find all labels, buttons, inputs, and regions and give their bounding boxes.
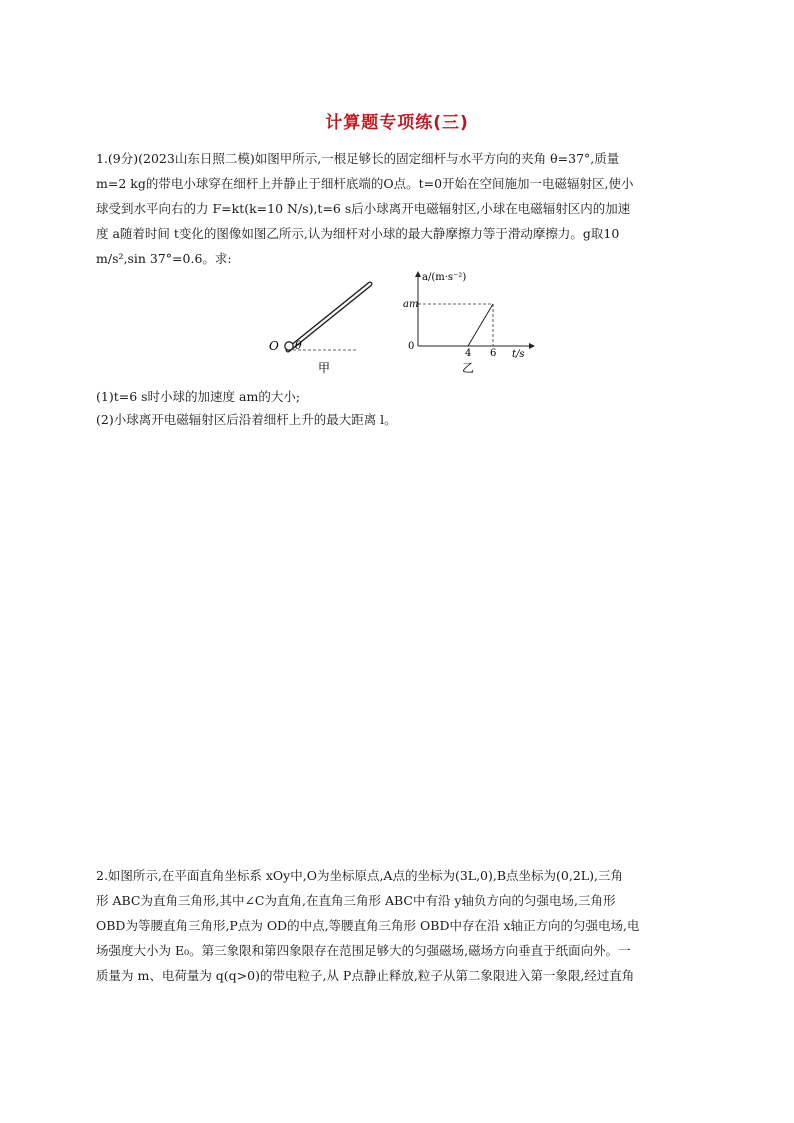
- label-o: O: [269, 339, 279, 353]
- am-tick-label: am: [403, 299, 419, 310]
- q1-subquestion-1: (1)t=6 s时小球的加速度 am的大小;: [96, 389, 301, 404]
- q1-line-3: 球受到水平向右的力 F=kt(k=10 N/s),t=6 s后小球离开电磁辐射区,小球在电磁辐射区内的加速: [96, 201, 631, 216]
- q1-line-1: 1.(9分)(2023山东日照二模)如图甲所示,一根足够长的固定细杆与水平方向的夹角 θ=37°,质量: [96, 151, 620, 166]
- figure-jia-rod: [262, 270, 382, 380]
- caption-yi: 乙: [462, 361, 475, 375]
- x-tick-4: 4: [465, 348, 472, 359]
- x-axis-label: t/s: [512, 349, 525, 360]
- q1-line-5: m/s²,sin 37°=0.6。求:: [96, 251, 232, 266]
- q1-line-4: 度 a随着时间 t变化的图像如图乙所示,认为细杆对小球的最大静摩擦力等于滑动摩擦力。g取10: [96, 226, 620, 241]
- x-tick-6: 6: [490, 348, 497, 359]
- q2-line-3: OBD为等腰直角三角形,P点为 OD的中点,等腰直角三角形 OBD中存在沿 x轴正方向的匀强电场,电: [96, 918, 640, 933]
- q2-line-1: 2.如图所示,在平面直角坐标系 xOy中,O为坐标原点,A点的坐标为(3L,0),B点坐标为(0,2L),三角: [96, 868, 623, 883]
- ball-icon: [285, 342, 293, 350]
- q2-line-2: 形 ABC为直角三角形,其中∠C为直角,在直角三角形 ABC中有沿 y轴负方向的匀强电场,三角形: [96, 893, 616, 908]
- page-title: 计算题专项练(三): [325, 113, 469, 133]
- figure-yi-graph: [396, 266, 546, 381]
- q1-subquestion-2: (2)小球离开电磁辐射区后沿着细杆上升的最大距离 l。: [96, 412, 397, 427]
- question-2-text: [96, 863, 698, 988]
- q2-line-5: 质量为 m、电荷量为 q(q>0)的带电粒子,从 P点静止释放,粒子从第二象限进入第一象限,经过直角: [96, 968, 635, 983]
- question-1-text: [96, 146, 698, 271]
- a-t-line: [468, 304, 493, 346]
- q2-line-4: 场强度大小为 E₀。第三象限和第四象限存在范围足够大的匀强磁场,磁场方向垂直于纸面向外。一: [96, 943, 631, 958]
- caption-jia: 甲: [318, 361, 331, 375]
- q1-line-2: m=2 kg的带电小球穿在细杆上并静止于细杆底端的O点。t=0开始在空间施加一电磁辐射区,使小: [96, 176, 634, 191]
- label-theta: θ: [295, 339, 302, 352]
- origin-label: 0: [408, 341, 415, 352]
- y-axis-label: a/(m·s⁻²): [422, 272, 467, 283]
